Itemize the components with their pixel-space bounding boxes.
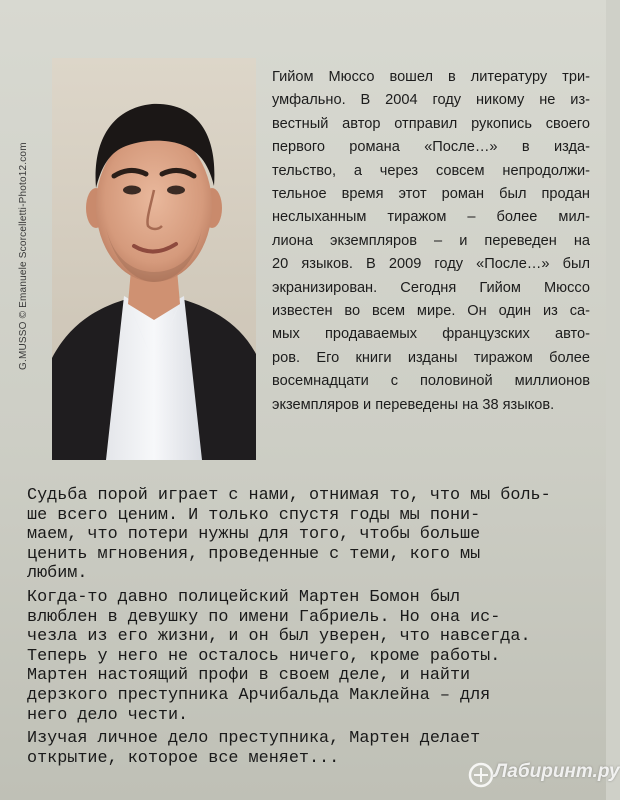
story-line: Когда-то давно полицейский Мартен Бомон был [27, 587, 461, 607]
bio-line: экземпляров и переведены на 38 языков. [272, 396, 555, 413]
watermark-text: Лабиринт.ру [494, 761, 620, 782]
story-line: дерзкого преступника Арчибальда Маклейна – для [27, 685, 491, 705]
bio-line: Гийом Мюссо вошел в литературу три- [272, 69, 590, 85]
story-line: Изучая личное дело преступника, Мартен делает [27, 729, 481, 749]
bio-line: мых продаваемых французских авто- [272, 326, 590, 343]
story-line: Судьба порой играет с нами, отнимая то, что мы боль- [27, 486, 551, 505]
story-line: Теперь у него не осталось ничего, кроме работы. [27, 646, 501, 666]
story-line: ценить мгновения, проведенные с теми, кого мы [27, 544, 481, 564]
bio-line: ров. Его книги изданы тиражом более [272, 349, 590, 366]
story-line: влюблен в девушку по имени Габриель. Но она ис- [27, 607, 501, 627]
bio-line: восемнадцати с половиной миллионов [272, 373, 590, 390]
bio-line: вестный автор отправил рукопись своего [272, 115, 590, 132]
story-line: маем, что потери нужны для того, чтобы больше [27, 525, 481, 545]
photo-credit: G.MUSSO © Emanuele Scorcelletti-Photo12.com [18, 142, 29, 370]
book-annotation [27, 486, 599, 768]
bio-line: известен во всем мире. Он один из са- [272, 303, 590, 320]
story-line: Мартен настоящий профи в своем деле, и найти [27, 666, 471, 686]
bio-line: экранизирован. Сегодня Гийом Мюссо [272, 279, 590, 296]
story-line: любим. [27, 564, 88, 584]
story-line: чезла из его жизни, и он был уверен, что навсегда. [27, 627, 531, 647]
labirint-icon [468, 762, 494, 788]
bio-line: тельство, а через совсем непродолжи- [272, 162, 590, 179]
author-bio [272, 66, 590, 417]
bio-line: умфально. В 2004 году никому не из- [272, 92, 590, 109]
author-photo [52, 58, 256, 460]
story-line: ше всего ценим. И только спустя годы мы пони- [27, 505, 481, 525]
bio-line: первого романа «После…» в изда- [272, 139, 590, 156]
bio-line: неслыханным тиражом – более мил- [272, 209, 590, 226]
watermark-logo [468, 760, 620, 790]
story-line: открытие, которое все меняет... [27, 748, 340, 768]
bio-line: лиона экземпляров – и переведен на [272, 232, 590, 249]
bio-line: 20 языков. В 2009 году «После…» был [272, 256, 590, 273]
bio-line: тельное время этот роман был продан [272, 186, 590, 203]
story-line: него дело чести. [27, 705, 189, 725]
